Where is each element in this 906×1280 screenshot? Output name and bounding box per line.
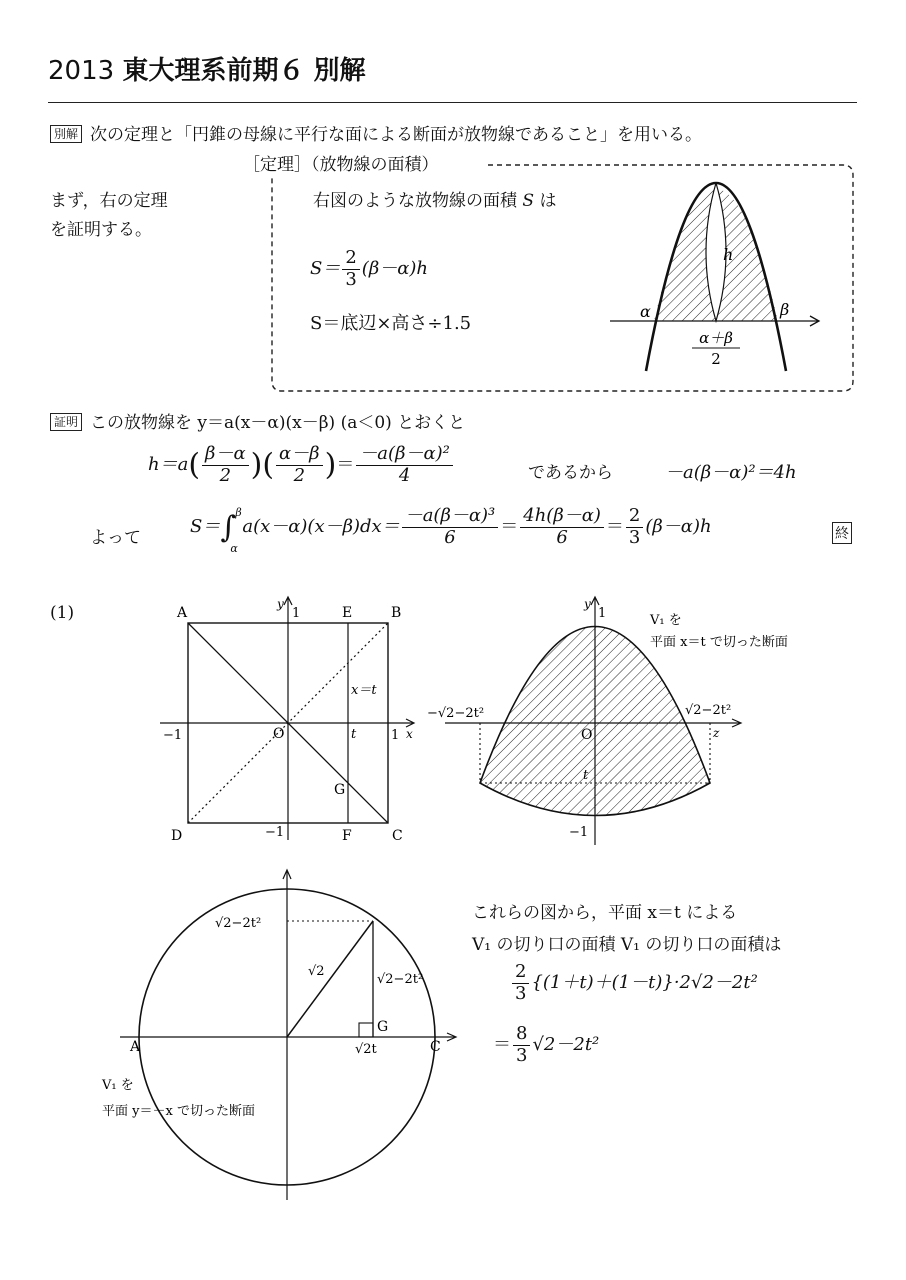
origin-O: O <box>273 726 285 742</box>
h-f2-den: 2 <box>293 464 306 486</box>
section-minus-one: −1 <box>569 825 589 840</box>
s-f3-num: 2 <box>626 506 643 528</box>
h-frac-3 <box>356 444 453 486</box>
proof-tag: 証明 <box>50 413 82 431</box>
s-frac-3 <box>626 506 643 548</box>
proof-line1 <box>50 408 465 433</box>
square-minus-one-left: −1 <box>163 728 183 743</box>
h-left: h＝a <box>148 454 189 476</box>
theorem-beta: β <box>780 300 790 319</box>
conc-f1-rest: {(1＋t)＋(1－t)}·2√2－2t² <box>531 972 758 994</box>
statement-wa: は <box>539 191 557 211</box>
conclusion-formula-2 <box>493 1024 599 1066</box>
integral-sign: ∫ β α <box>220 505 242 555</box>
proof-text: この放物線を y＝a(x－α)(x－β) (a＜0) とおくと <box>90 413 466 433</box>
h-eq-mid: ＝ <box>336 454 355 476</box>
h-frac-2 <box>276 444 323 486</box>
theorem-mid-num: α＋β <box>699 329 733 347</box>
proof-h-result: －a(β－α)²＝4h <box>665 462 797 483</box>
circle-top-label: √2−2t² <box>215 916 262 931</box>
conc-f2-rest: √2－2t² <box>532 1034 600 1056</box>
theorem-parabola-figure <box>600 175 830 375</box>
conc-f2-eq: ＝ <box>493 1034 511 1056</box>
section-origin: O <box>581 727 593 743</box>
circle-bottom-label: √2t <box>355 1042 377 1057</box>
s-end: (β－α)h <box>645 516 712 538</box>
point-G: G <box>334 782 346 798</box>
theorem-heading: ［定理］（放物線の面積） <box>243 150 443 175</box>
proof-yotte: よって <box>90 528 141 548</box>
point-C: C <box>392 828 403 844</box>
h-f1-num: β－α <box>202 444 249 466</box>
circle-radius <box>287 921 373 1037</box>
square-one-right: 1 <box>391 728 400 743</box>
square-one-top: 1 <box>292 606 301 621</box>
circle-hyp-label: √2 <box>308 964 325 979</box>
proof-end-mark: 終 <box>832 522 852 544</box>
conc-f1 <box>512 962 529 1004</box>
eq1-right: (β－α)h <box>361 258 428 280</box>
proof-s-equation: S＝∫ β α a(x－α)(x－β)dx＝ $\frac{\text{－a(β－α)³}}{6}$ ＝ $\frac{4h(\beta-\alpha)}{6}$ ＝ $\frac{2}{3}$ (β－α)h <box>190 505 712 555</box>
conclusion-line2: V₁ の切り口の面積 V₁ の切り口の面積は <box>472 935 782 955</box>
section-left-label: −√2−2t² <box>427 706 485 721</box>
section-z-label: z <box>713 726 720 740</box>
circle-figure <box>90 865 470 1205</box>
conclusion-line1: これらの図から，平面 x＝t による <box>472 903 738 923</box>
int-upper: β <box>235 505 242 519</box>
s-f2-num: 4h(β－α) <box>520 506 604 528</box>
circle-caption-1: V₁ を <box>102 1078 134 1093</box>
square-y-label: y <box>277 597 284 611</box>
conc-f1-den: 3 <box>515 982 527 1004</box>
s-f3-den: 3 <box>628 526 641 548</box>
s-f1-den: 6 <box>444 526 456 548</box>
square-minus-one-bottom: −1 <box>265 825 285 840</box>
s-left: S＝ <box>190 516 221 538</box>
circle-side-label: √2−2t² <box>377 972 424 987</box>
page-title <box>48 50 366 87</box>
conc-f2 <box>513 1024 530 1066</box>
title-main: 東大理系前期６ 別解 <box>122 56 366 86</box>
section-caption-2: 平面 x＝t で切った断面 <box>650 635 788 650</box>
theorem-mid-den: 2 <box>711 350 721 368</box>
section-caption-1: V₁ を <box>650 613 682 628</box>
point-D: D <box>171 828 183 844</box>
eq1-frac <box>342 248 359 290</box>
section-right-label: √2−2t² <box>685 703 732 718</box>
h-f1-den: 2 <box>219 464 232 486</box>
proof-h-equation: h＝a( $\frac{\beta-\alpha}{2}$ )( $\frac{\alpha-\beta}{2}$ )＝ $\frac{\text{－a(β－α)²}}{4}$ <box>148 444 455 486</box>
point-E: E <box>342 605 353 621</box>
theorem-side-text-1: まず，右の定理 <box>50 191 168 211</box>
circle-point-C: C <box>430 1039 441 1055</box>
s-f2-den: 6 <box>556 526 568 548</box>
intro-tag: 別解 <box>50 125 82 143</box>
s-frac-2 <box>520 506 604 548</box>
part1-label: (1) <box>50 603 75 623</box>
eq1-left: S＝ <box>310 258 341 280</box>
theorem-eq1 <box>310 248 428 290</box>
theorem-h: h <box>723 245 734 264</box>
s-f1-num: －a(β－α)³ <box>402 506 499 528</box>
section-one: 1 <box>598 606 607 621</box>
theorem-statement <box>313 186 556 211</box>
square-x-label: x <box>406 727 413 741</box>
theorem-alpha: α <box>640 302 651 321</box>
section-y-label: y <box>584 597 591 611</box>
eq1-num: 2 <box>342 248 359 270</box>
h-frac-1 <box>202 444 249 486</box>
theorem-side-text-2: を証明する。 <box>50 220 152 240</box>
section-t: t <box>583 768 589 783</box>
title-year: 2013 <box>48 56 115 86</box>
square-figure <box>155 590 425 850</box>
statement-text: 右図のような放物線の面積 <box>313 191 517 211</box>
integrand: a(x－α)(x－β)dx＝ <box>242 516 400 538</box>
h-f3-den: 4 <box>398 464 411 486</box>
circle-caption-2: 平面 y＝－x で切った断面 <box>102 1104 255 1119</box>
conc-f2-den: 3 <box>516 1044 528 1066</box>
parabola-section-figure <box>425 590 825 850</box>
point-B: B <box>391 605 402 621</box>
h-f2-num: α－β <box>276 444 323 466</box>
proof-h-conn: であるから <box>528 463 613 483</box>
right-angle-mark <box>359 1023 373 1037</box>
eq1-den: 3 <box>345 268 357 290</box>
square-x-eq-t: x＝t <box>351 683 377 698</box>
conc-f2-num: 8 <box>513 1024 530 1046</box>
point-F: F <box>342 828 352 844</box>
statement-s: S <box>522 191 535 211</box>
h-f3-num: －a(β－α)² <box>356 444 453 466</box>
int-lower: α <box>230 541 238 555</box>
intro-text: 次の定理と「円錐の母線に平行な面による断面が放物線であること」を用いる。 <box>90 125 703 145</box>
circle-point-A: A <box>130 1039 141 1055</box>
conclusion-formula-1 <box>510 962 758 1004</box>
intro-line <box>50 120 702 145</box>
s-frac-1 <box>402 506 499 548</box>
circle-point-G: G <box>377 1019 389 1035</box>
theorem-eq2: S＝底辺×高さ÷1.5 <box>310 313 472 334</box>
conc-f1-num: 2 <box>512 962 529 984</box>
point-A: A <box>177 605 188 621</box>
title-rule <box>48 102 857 103</box>
square-t: t <box>351 727 357 742</box>
